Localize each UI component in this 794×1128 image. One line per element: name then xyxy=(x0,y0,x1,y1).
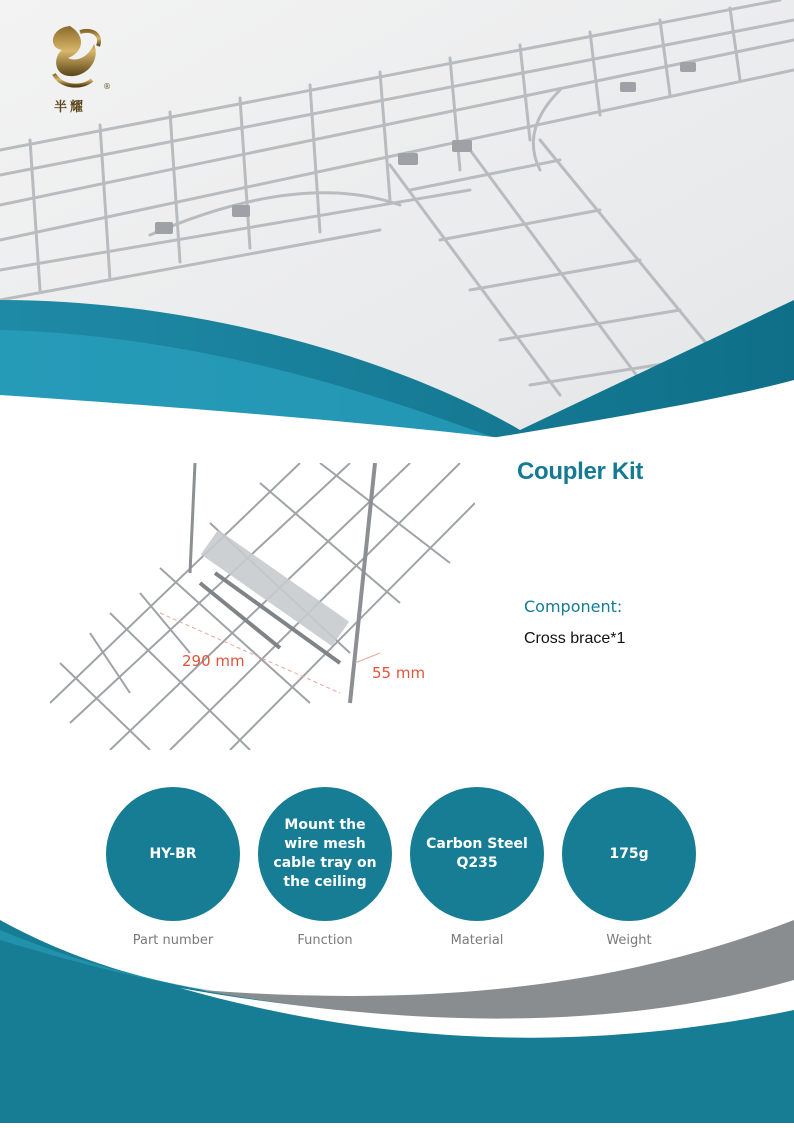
spec-function xyxy=(258,787,392,948)
spec-label: Part number xyxy=(132,933,214,948)
component-value: Cross brace*1 xyxy=(524,630,626,647)
spec-label: Weight xyxy=(606,933,652,948)
component-heading: Component: xyxy=(524,597,623,616)
spec-value: Carbon Steel Q235 xyxy=(410,787,544,921)
spec-value: HY-BR xyxy=(106,787,240,921)
brand-logo xyxy=(40,18,120,118)
dimension-width-label: 55 mm xyxy=(372,664,426,682)
spec-value: Mount the wire mesh cable tray on the ceiling xyxy=(258,787,392,921)
registered-mark: ® xyxy=(103,82,111,91)
spec-value: 175g xyxy=(562,787,696,921)
spec-label: Function xyxy=(297,933,353,948)
product-photo xyxy=(50,463,475,750)
logo-emblem-icon xyxy=(40,18,110,98)
product-title: Coupler Kit xyxy=(517,458,644,485)
spec-label: Material xyxy=(450,933,504,948)
spec-part-number xyxy=(106,787,240,948)
logo-text: 半耀 xyxy=(54,100,87,115)
spec-weight xyxy=(562,787,696,948)
dimension-length-label: 290 mm xyxy=(182,652,245,670)
spec-material xyxy=(410,787,544,948)
